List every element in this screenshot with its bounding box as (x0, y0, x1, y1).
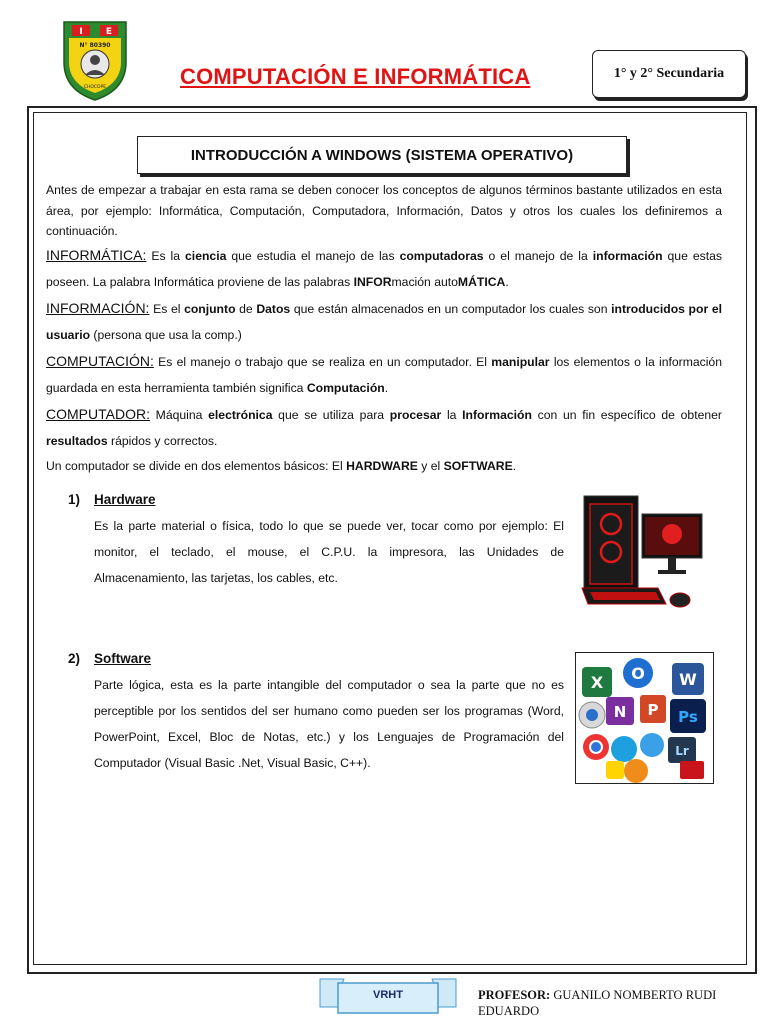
text-run: rápidos y correctos. (107, 433, 218, 448)
text-run: Máquina (149, 407, 209, 422)
teacher-label: PROFESOR: (478, 988, 551, 1002)
hardware-heading (68, 492, 564, 507)
bold-run: MÁTICA (457, 274, 506, 289)
divides-paragraph (46, 456, 722, 477)
bold-run: introducidos por el usuario (46, 301, 722, 342)
teacher-name: GUANILO NOMBERTO RUDI EDUARDO (478, 988, 717, 1018)
text-run: . (512, 458, 517, 473)
text-run: . (505, 274, 509, 289)
intro-paragraph: Antes de empezar a trabajar en esta rama se deben conocer los conceptos de algunos términos bastante utilizados en esta área, por ejemplo: Informática, Computación, Computadora, Información, Datos y otros los cuales los definiremos a continuación. (46, 183, 722, 238)
term-computador: COMPUTADOR: (46, 405, 150, 422)
bold-run: Datos (256, 301, 291, 316)
folder-icon (606, 761, 624, 779)
bold-run: computadoras (399, 248, 484, 263)
word-letter: W (679, 670, 697, 689)
software-item (68, 651, 564, 776)
text-run: Es el manejo o trabajo que se realiza en un computador. El (153, 354, 492, 369)
crest-letter-i: I (79, 27, 83, 37)
gaming-pc-image (580, 490, 706, 618)
definition-computador (46, 401, 722, 454)
text-run: que estudia el manejo de las (226, 248, 400, 263)
text-run: que se utiliza para (272, 407, 390, 422)
term-informatica: INFORMÁTICA: (46, 246, 147, 263)
definition-informacion (46, 295, 722, 348)
definition-informatica (46, 242, 722, 295)
text-run: (persona que usa la comp.) (90, 327, 242, 342)
software-icons-collage (576, 653, 713, 783)
bold-run: conjunto (184, 301, 236, 316)
text-run: que estas poseen. La palabra Informática proviene de las palabras (46, 248, 722, 289)
lightroom-letters: Lr (675, 744, 689, 758)
text-run: . (384, 380, 389, 395)
definition-computacion (46, 348, 722, 401)
banner-label: VRHT (373, 989, 403, 1001)
ie-icon (611, 736, 637, 762)
text-run: la (441, 407, 463, 422)
item-name: Software (94, 651, 152, 666)
page-title: COMPUTACIÓN E INFORMÁTICA (180, 64, 531, 89)
bold-run: manipular (491, 354, 550, 369)
bold-run: Computación (306, 380, 385, 395)
term-computacion: COMPUTACIÓN: (46, 352, 154, 369)
school-crest-logo (60, 18, 130, 102)
text-run: que están almacenados en un computador los cuales son (290, 301, 612, 316)
text-run: con un fin específico de obtener (531, 407, 722, 422)
text-run: o el manejo de la (483, 248, 593, 263)
bold-run: SOFTWARE (443, 458, 513, 473)
software-heading (68, 651, 564, 666)
powerpoint-letter: P (647, 701, 659, 719)
bold-run: información (592, 248, 663, 263)
bold-run: electrónica (208, 407, 273, 422)
text-run: los elementos o la información guardada en esta herramienta también significa (46, 354, 722, 395)
bold-run: ciencia (185, 248, 227, 263)
safari-icon (640, 733, 664, 757)
outlook-letter: O (631, 664, 645, 683)
term-informacion: INFORMACIÓN: (46, 299, 150, 316)
text-run: Un computador se divide en dos elementos básicos: El (46, 458, 347, 473)
bold-run: procesar (389, 407, 442, 422)
software-icons-image (575, 652, 714, 784)
photoshop-letters: Ps (678, 708, 698, 726)
onenote-letter: N (613, 703, 627, 721)
section-heading: INTRODUCCIÓN A WINDOWS (SISTEMA OPERATIVO) (137, 136, 627, 174)
crest-letter-e: E (105, 27, 113, 37)
bold-run: resultados (46, 433, 108, 448)
content-body (46, 180, 722, 476)
text-run: de (235, 301, 257, 316)
bold-run: Información (462, 407, 532, 422)
bold-run: HARDWARE (346, 458, 418, 473)
grade-box: 1° y 2° Secundaria (592, 50, 746, 98)
item-number: 1) (68, 492, 81, 507)
text-run: y el (417, 458, 444, 473)
text-run: Es la (146, 248, 186, 263)
hardware-item (68, 492, 564, 591)
audio-icon (624, 759, 648, 783)
crest-town: CHOCOPE (83, 85, 107, 90)
item-name: Hardware (94, 492, 156, 507)
crest-number: N° 80390 (79, 42, 111, 49)
hardware-text: Es la parte material o física, todo lo que se puede ver, tocar como por ejemplo: El monitor, el teclado, el mouse, el C.P.U. la impresora, las Unidades de Almacenamiento, las tarjetas, los cables, etc. (94, 519, 564, 585)
text-run: mación auto (391, 274, 458, 289)
acrobat-icon (680, 761, 704, 779)
bold-run: INFOR (353, 274, 392, 289)
software-text: Parte lógica, esta es la parte intangible del computador o sea la parte que no es perceptible por los sentidos del ser humano como pueden ser los programas (Word, PowerPoint, Excel, Bloc de Notas, etc.) y los Lenguajes de Programación del Computador (Visual Basic .Net, Visual Basic, C++). (94, 678, 564, 770)
item-number: 2) (68, 651, 81, 666)
teacher-credit (478, 987, 738, 1019)
excel-letter: X (590, 673, 604, 692)
text-run: Es el (149, 301, 185, 316)
